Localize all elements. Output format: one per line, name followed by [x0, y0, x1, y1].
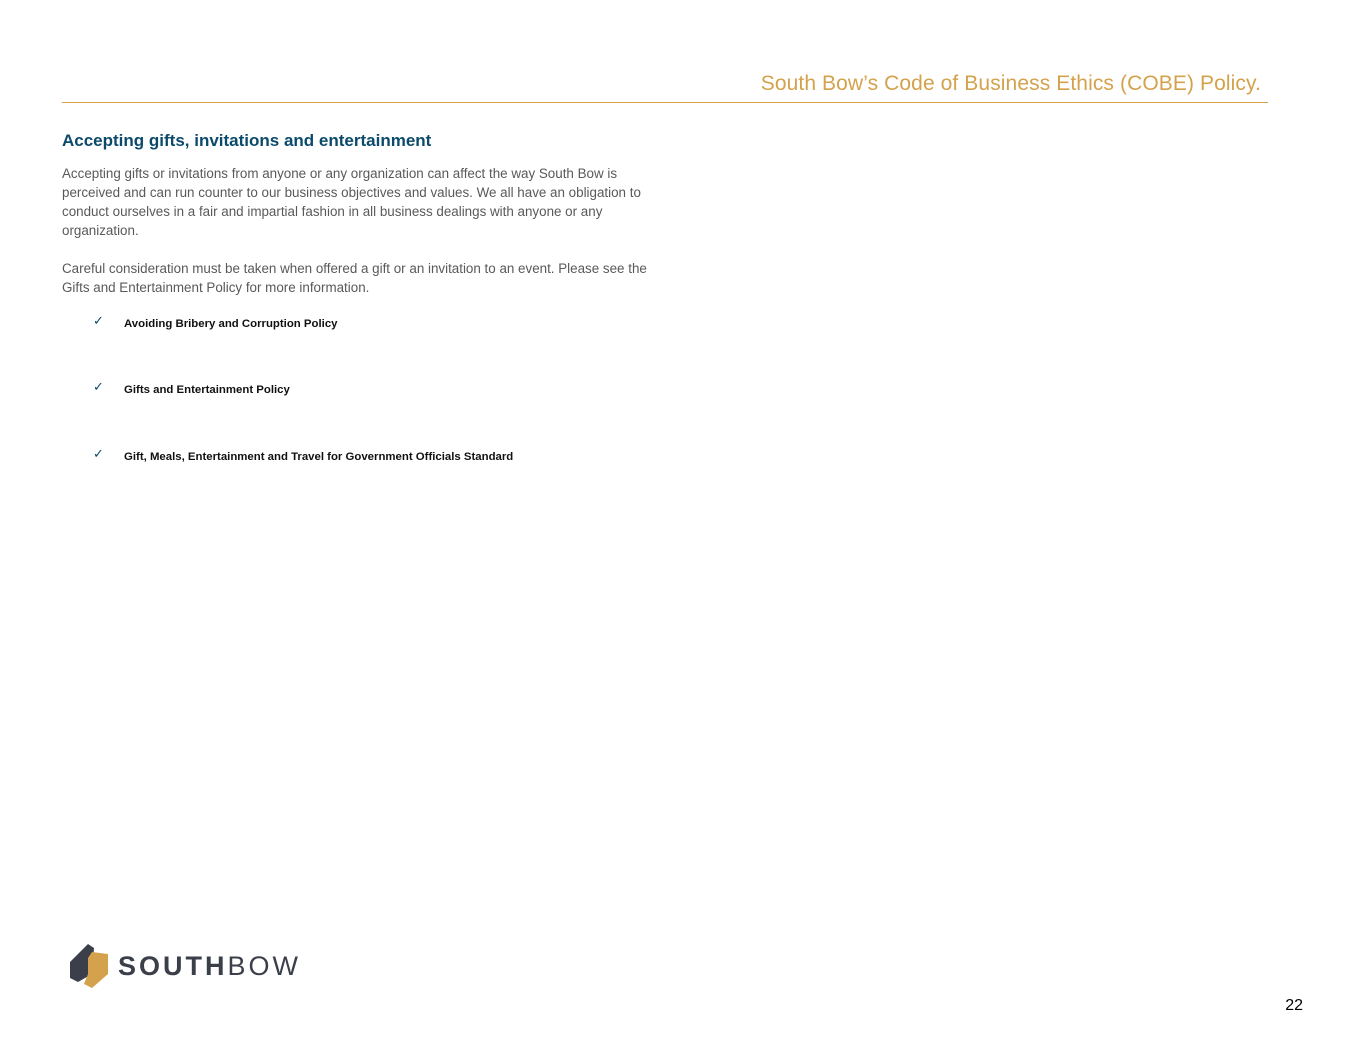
- checkmark-icon: ✓: [93, 446, 104, 462]
- related-policy-item: [93, 448, 513, 466]
- header-divider: [62, 102, 1268, 103]
- related-policy-label: Avoiding Bribery and Corruption Policy: [124, 318, 338, 330]
- logo-wordmark-light: BOW: [227, 950, 301, 981]
- body-paragraph: Careful consideration must be taken when offered a gift or an invitation to an event. Please see the Gifts and Entertainment Policy for more information.: [62, 261, 647, 295]
- related-policy-label: Gift, Meals, Entertainment and Travel for Government Officials Standard: [124, 451, 514, 463]
- related-policy-label: Gifts and Entertainment Policy: [124, 384, 290, 396]
- southbow-logo-mark-icon: [70, 944, 110, 988]
- checkmark-icon: ✓: [93, 313, 104, 329]
- southbow-logo: [70, 944, 301, 988]
- section-heading: Accepting gifts, invitations and entertainment: [62, 131, 432, 150]
- checkmark-icon: ✓: [93, 379, 104, 395]
- related-policy-item: [93, 381, 290, 399]
- logo-wordmark: [118, 951, 301, 982]
- page-number: 22: [1285, 997, 1303, 1014]
- body-paragraph: Accepting gifts or invitations from anyone or any organization can affect the way South Bow is perceived and can run counter to our business objectives and values. We all have an obligation to conduct ourselves in a fair and impartial fashion in all business dealings with anyone or any organization.: [62, 166, 641, 238]
- header-title: South Bow’s Code of Business Ethics (COBE) Policy.: [760, 72, 1261, 95]
- logo-wordmark-bold: SOUTH: [118, 950, 228, 981]
- related-policy-item: [93, 315, 338, 333]
